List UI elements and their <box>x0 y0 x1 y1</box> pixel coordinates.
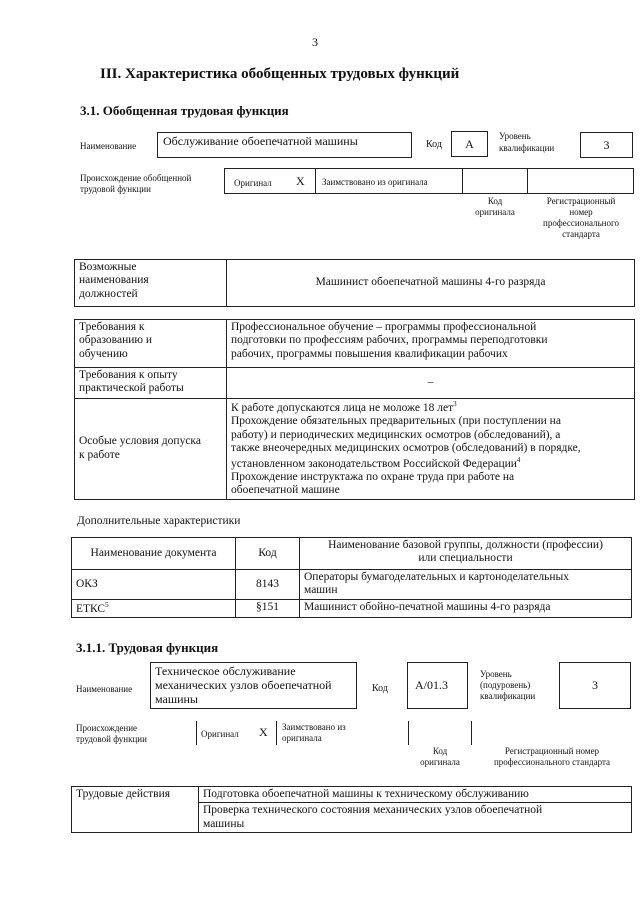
tf-code-orig-2: оригинала <box>420 757 460 767</box>
tf-level-2: (подуровень) <box>480 680 531 690</box>
exp-value: – <box>227 368 635 399</box>
col-code: Код <box>236 538 300 570</box>
positions-table <box>74 259 635 307</box>
gtf-code-box <box>451 131 488 157</box>
actions-table <box>71 786 632 833</box>
gtf-origin-box <box>224 168 634 194</box>
tf-original-label: Оригинал <box>201 729 239 739</box>
actions-label: Трудовые действия <box>72 787 199 833</box>
tf-level-value: 3 <box>592 678 598 692</box>
edu-label: Требования к образованию и обучению <box>75 320 227 368</box>
tf-original-mark: Х <box>259 725 268 739</box>
gtf-level-label-2: квалификации <box>499 143 555 153</box>
tf-name-label: Наименование <box>76 684 133 694</box>
section-title: III. Характеристика обобщенных трудовых функций <box>100 66 460 82</box>
gtf-name-label: Наименование <box>80 141 137 151</box>
gtf-origin-label-1: Происхождение обобщенной <box>80 173 192 183</box>
gtf-name-box <box>157 132 412 158</box>
gtf-level-box <box>580 132 633 158</box>
additional-heading: Дополнительные характеристики <box>77 515 241 527</box>
gtf-code-value: А <box>465 137 474 151</box>
gtf-reg-2: номер <box>569 207 593 217</box>
tf-heading: 3.1.1. Трудовая функция <box>76 640 219 655</box>
tf-code-value: А/01.3 <box>415 678 448 692</box>
tf-reg: Регистрационный номер <box>504 746 600 756</box>
page-number: 3 <box>312 35 318 49</box>
special-label: Особые условия допуска к работе <box>75 399 227 500</box>
tf-name-box: Техническое обслуживание механических узлов обоепечатной машины <box>150 662 357 709</box>
tf-origin-2: трудовой функции <box>76 734 147 744</box>
positions-value: Машинист обоепечатной машины 4-го разряда <box>227 260 635 307</box>
requirements-table <box>74 319 635 500</box>
tf-borrowed-1: Заимствовано из <box>282 722 346 732</box>
gtf-reg-4: стандарта <box>562 229 600 239</box>
gtf-code-orig-2: оригинала <box>475 207 515 217</box>
tf-level-1: Уровень <box>480 669 512 679</box>
tf-level-box <box>559 662 631 709</box>
special-value: К работе допускаются лица не моложе 18 лет$^3$ Прохождение обязательных предварительных (при поступлении на работу) и периодических медицинских осмотров (обследований), а также внеочередных медицинских осмотров (обследований) в порядке, установленном законодательством Российской Федерации$^4$ Прохождение инструктажа по охране труда при работе на обоепечатной машине <box>227 399 635 500</box>
col-doc: Наименование документа <box>72 538 236 570</box>
tf-code-box <box>407 662 468 709</box>
gtf-origin-label-2: трудовой функции <box>80 184 151 194</box>
tf-borrowed-2: оригинала <box>282 733 322 743</box>
gtf-level-label-1: Уровень <box>499 131 531 141</box>
action-item: Подготовка обоепечатной машины к техническому обслуживанию <box>199 787 632 803</box>
gtf-code-label: Код <box>426 139 442 150</box>
gtf-code-orig-1: Код <box>487 196 503 206</box>
tf-origin-1: Происхождение <box>76 723 138 733</box>
gtf-heading: 3.1. Обобщенная трудовая функция <box>80 103 289 118</box>
tf-code-label: Код <box>372 683 388 694</box>
gtf-name-value: Обслуживание обоепечатной машины <box>163 134 358 148</box>
gtf-borrowed-label: Заимствовано из оригинала <box>322 177 428 187</box>
gtf-reg-1: Регистрационный <box>546 196 616 206</box>
action-item: Проверка технического состояния механических узлов обоепечатной машины <box>199 803 632 833</box>
tf-reg-2: профессионального стандарта <box>493 757 611 767</box>
tf-code-orig-1: Код <box>432 746 448 756</box>
table-row: ЕТКС$^5$ §151 Машинист обойно-печатной машины 4-го разряда <box>72 599 632 617</box>
gtf-original-mark: Х <box>296 174 305 188</box>
positions-label: Возможные наименования должностей <box>75 260 227 307</box>
gtf-level-value: 3 <box>603 138 610 152</box>
gtf-reg-3: профессионального <box>543 218 619 228</box>
col-name: Наименование базовой группы, должности (профессии) или специальности <box>300 538 632 570</box>
exp-label: Требования к опыту практической работы <box>75 368 227 399</box>
edu-value: Профессиональное обучение – программы профессиональной подготовки по профессиям рабочих, программы переподготовки рабочих, программы повышения квалификации рабочих <box>227 320 635 368</box>
tf-level-3: квалификации <box>480 691 536 701</box>
additional-table <box>71 537 632 618</box>
gtf-original-label: Оригинал <box>234 178 272 188</box>
table-row: ОКЗ 8143 Операторы бумагоделательных и картоноделательных машин <box>72 570 632 600</box>
